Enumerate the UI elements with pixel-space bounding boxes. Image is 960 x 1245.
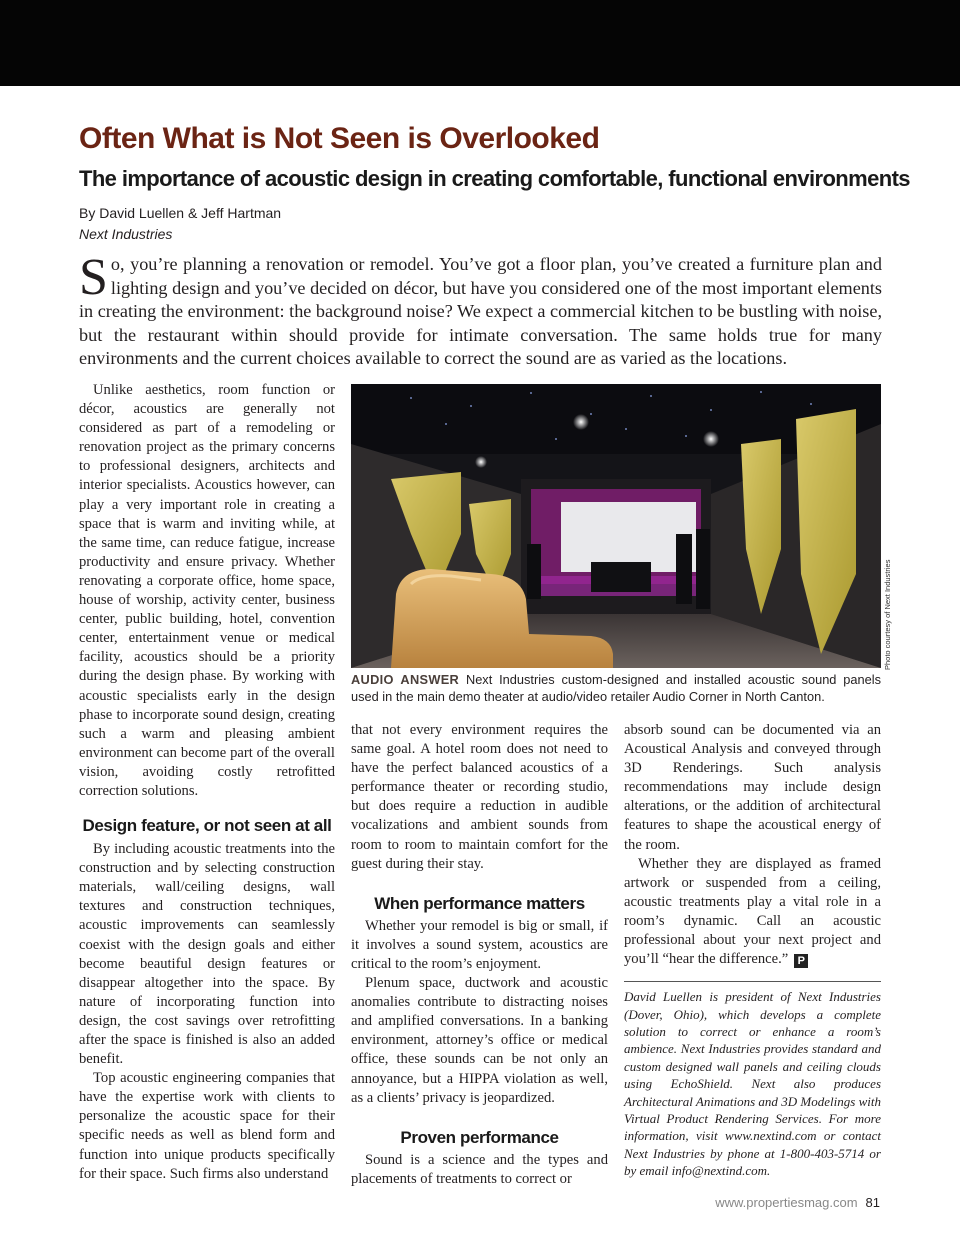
closing-text: Whether they are displayed as framed artwork or suspended from a ceiling, acoustic treatments play a vital role in a room’s dynamic. Call an acoustic professional about your next project and you’ll “hear the difference.” xyxy=(624,855,881,968)
page-footer xyxy=(715,1195,880,1210)
article-subtitle: The importance of acoustic design in creating comfortable, functional environments xyxy=(79,166,910,191)
drop-cap: S xyxy=(79,249,108,306)
page-number: 81 xyxy=(865,1195,880,1210)
column-3 xyxy=(624,721,881,1180)
body-paragraph xyxy=(624,855,881,970)
photo-credit: Photo courtesy of Next Industries xyxy=(883,559,892,670)
body-paragraph: Top acoustic engineering companies that have the expertise work with clients to personalize the acoustic space for their specific needs as well as blend form and function into unique products specifically for their space. Such firms also understand xyxy=(79,1070,335,1182)
section-heading-performance-matters: When performance matters xyxy=(374,893,585,913)
byline: By David Luellen & Jeff Hartman xyxy=(79,205,282,221)
end-mark-icon: P xyxy=(794,954,808,968)
body-paragraph: Sound is a science and the types and placements of treatments to correct or xyxy=(351,1151,608,1187)
lead-text: o, you’re planning a renovation or remodel. You’ve got a floor plan, you’ve created a furniture plan and lighting design and you’ve decided on décor, but have you considered one of the most important elements in creating the environment: the background noise? We expect a commercial kitchen to be bustling with noise, but the restaurant within should provide for intimate conversation. The same holds true for many environments and the current choices available to correct the sound are as varied as the locations. xyxy=(79,254,882,369)
footer-url: www.propertiesmag.com xyxy=(715,1195,858,1210)
body-paragraph: By including acoustic treatments into the construction and by selecting construction materials, wall/ceiling designs, wall textures and construction techniques, acoustic improvements can seamlessly coexist with the design goals and either become beautiful design features or disappear altogether into the space. By nature of incorporating function into design, the cost savings over retrofitting after the space is finished is also an added benefit. xyxy=(79,841,335,1068)
top-black-bar xyxy=(0,0,960,86)
photo-caption xyxy=(351,671,881,705)
section-heading-design-feature: Design feature, or not seen at all xyxy=(82,816,332,836)
theater-photo xyxy=(351,384,881,668)
body-paragraph: absorb sound can be documented via an Acoustical Analysis and conveyed through 3D Renderings. Such analysis recommendations may include design alterations, or the addition of architectural features to shape the acoustical energy of the room. xyxy=(624,722,881,853)
lead-paragraph xyxy=(79,249,882,371)
author-company: Next Industries xyxy=(79,226,173,242)
body-paragraph: Unlike aesthetics, room function or décor, acoustics are generally not considered as part of a remodeling or renovation project as the primary concerns to professional designers, architects and interior specialists. Acoustics however, can play a very important role in creating a space that is warm and inviting while, at the same time, can reduce fatigue, increase productivity and ensure privacy. Whether renovating a corporate office, home space, house of worship, activity center, business center, public building, hotel, convention center, entertainment venue or medical facility, acoustics should be a priority during the design phase. By working with acoustic specialists early in the design phase to incorporate sound design, creating such a warm and pleasing ambient environment can become part of the overall vision, avoiding costly retrofitted correction solutions. xyxy=(79,382,335,799)
section-heading-proven-performance: Proven performance xyxy=(400,1127,559,1147)
author-bio: David Luellen is president of Next Industries (Dover, Ohio), which develops a complete solution to correct or enhance a room’s ambience. Next Industries provides standard and custom designed wall panels and ceiling clouds using EchoShield. Next also produces Architectural Animations and 3D Modelings with Virtual Product Rendering Services. For more information, visit www.nextind.com or contact Next Industries by phone at 1-800-403-5714 or by email info@nextind.com. xyxy=(624,989,881,1179)
column-1 xyxy=(79,381,335,1184)
article-title: Often What is Not Seen is Overlooked xyxy=(79,122,600,155)
body-paragraph: Plenum space, ductwork and acoustic anomalies contribute to distracting noises and amplified conversations. In a banking environment, attorney’s office or medical office, these sounds can be not only an annoyance, but a HIPPA violation as well, as a clients’ privacy is jeopardized. xyxy=(351,975,608,1106)
body-paragraph: Whether your remodel is big or small, if it involves a sound system, acoustics are critical to the room’s enjoyment. xyxy=(351,917,608,972)
caption-label: AUDIO ANSWER xyxy=(351,672,460,687)
theater-photo-illustration xyxy=(351,384,881,668)
bio-divider xyxy=(624,981,881,982)
body-paragraph: that not every environment requires the same goal. A hotel room does not need to have the perfect balanced acoustics of a performance theater or recording studio, but does require a reduction in audible vocalizations and ambient sounds from room to room to maintain comfort for the guest during their stay. xyxy=(351,722,608,872)
caption-text: Next Industries custom-designed and installed acoustic sound panels used in the main demo theater at audio/video retailer Audio Corner in North Canton. xyxy=(351,672,881,704)
column-2 xyxy=(351,721,608,1189)
